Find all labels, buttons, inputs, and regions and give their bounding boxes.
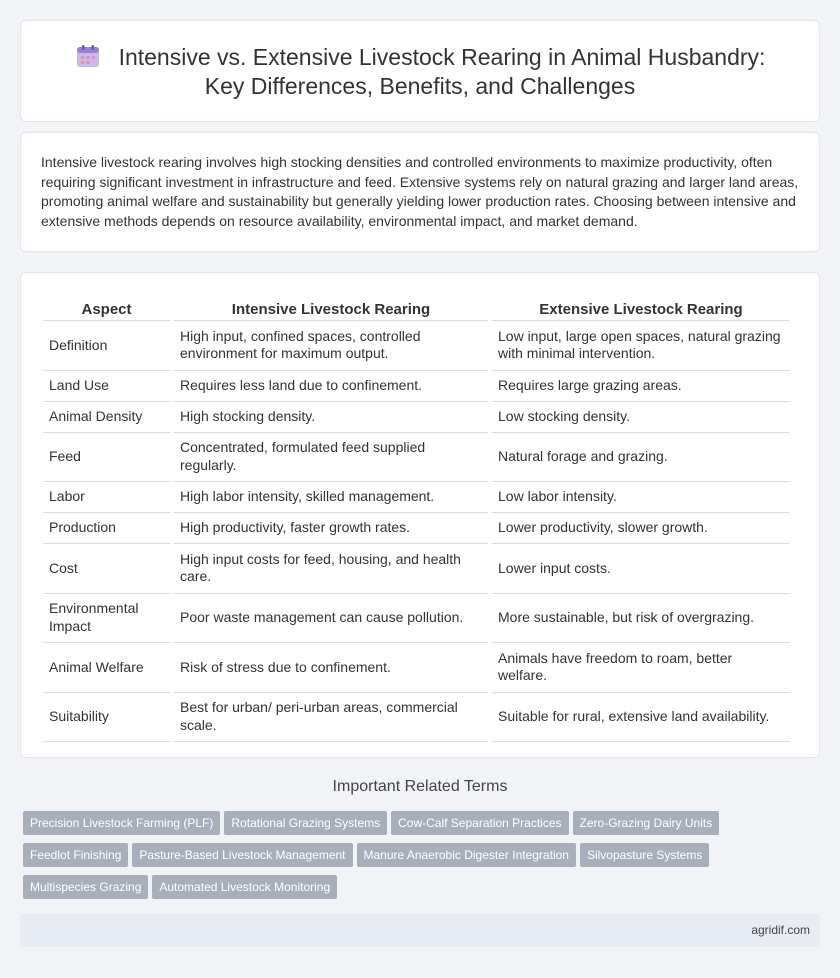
footer (20, 914, 820, 947)
cell-intensive: Best for urban/ peri-urban areas, commercial scale. (174, 693, 488, 743)
cell-intensive: High labor intensity, skilled management. (174, 482, 488, 513)
cell-aspect: Suitability (43, 693, 170, 743)
related-term-tag[interactable]: Cow-Calf Separation Practices (391, 811, 568, 835)
intro-text: Intensive livestock rearing involves high stocking densities and controlled environments to maximize productivity, often requiring significant investment in infrastructure and feed. Extensive systems rely on natural grazing and larger land areas, promoting animal welfare and sustainability but generally yielding lower production rates. Choosing between intensive and extensive methods depends on resource availability, environmental impact, and market demand. (41, 154, 799, 229)
related-term-tag[interactable]: Rotational Grazing Systems (224, 811, 387, 835)
related-term-tag[interactable]: Automated Livestock Monitoring (152, 875, 337, 899)
table-row (43, 402, 790, 433)
cell-aspect: Animal Density (43, 402, 170, 433)
table-row (43, 643, 790, 693)
table-header-aspect: Aspect (43, 293, 170, 321)
related-term-tag[interactable]: Silvopasture Systems (580, 843, 709, 867)
table-row (43, 321, 790, 371)
cell-extensive: Low labor intensity. (492, 482, 790, 513)
table-header-extensive: Extensive Livestock Rearing (492, 293, 790, 321)
cell-extensive: Lower productivity, slower growth. (492, 513, 790, 544)
cell-intensive: Concentrated, formulated feed supplied regularly. (174, 433, 488, 483)
table-row (43, 693, 790, 743)
related-terms-list (23, 811, 813, 907)
cell-aspect: Land Use (43, 371, 170, 402)
footer-site-link[interactable]: agridif.com (751, 923, 810, 937)
cell-intensive: High stocking density. (174, 402, 488, 433)
cell-intensive: Poor waste management can cause pollution. (174, 594, 488, 644)
cell-aspect: Environmental Impact (43, 594, 170, 644)
cell-extensive: More sustainable, but risk of overgrazing. (492, 594, 790, 644)
page-title (75, 43, 766, 101)
title-line-2: Key Differences, Benefits, and Challenges (204, 73, 636, 99)
cell-extensive: Natural forage and grazing. (492, 433, 790, 483)
cell-extensive: Animals have freedom to roam, better welfare. (492, 643, 790, 693)
cell-aspect: Definition (43, 321, 170, 371)
related-term-tag[interactable]: Zero-Grazing Dairy Units (573, 811, 720, 835)
cell-aspect: Cost (43, 544, 170, 594)
related-term-tag[interactable]: Feedlot Finishing (23, 843, 128, 867)
cell-aspect: Labor (43, 482, 170, 513)
cell-intensive: Risk of stress due to confinement. (174, 643, 488, 693)
title-line-1: Intensive vs. Extensive Livestock Rearing in Animal Husbandry: (118, 44, 766, 70)
cell-extensive: Suitable for rural, extensive land availability. (492, 693, 790, 743)
related-term-tag[interactable]: Pasture-Based Livestock Management (132, 843, 352, 867)
cell-extensive: Lower input costs. (492, 544, 790, 594)
cell-intensive: Requires less land due to confinement. (174, 371, 488, 402)
comparison-table (39, 293, 794, 742)
table-row (43, 544, 790, 594)
cell-aspect: Animal Welfare (43, 643, 170, 693)
cell-intensive: High input costs for feed, housing, and health care. (174, 544, 488, 594)
calendar-icon (75, 43, 101, 69)
table-row (43, 371, 790, 402)
related-term-tag[interactable]: Precision Livestock Farming (PLF) (23, 811, 220, 835)
cell-aspect: Feed (43, 433, 170, 483)
intro-card (20, 132, 820, 252)
cell-aspect: Production (43, 513, 170, 544)
header-card (20, 20, 820, 122)
cell-extensive: Low input, large open spaces, natural grazing with minimal intervention. (492, 321, 790, 371)
table-row (43, 482, 790, 513)
related-term-tag[interactable]: Manure Anaerobic Digester Integration (357, 843, 576, 867)
related-terms-title: Important Related Terms (332, 778, 508, 795)
table-row (43, 513, 790, 544)
cell-intensive: High input, confined spaces, controlled environment for maximum output. (174, 321, 488, 371)
comparison-table-card (20, 272, 820, 758)
table-row (43, 433, 790, 483)
cell-extensive: Low stocking density. (492, 402, 790, 433)
related-term-tag[interactable]: Multispecies Grazing (23, 875, 148, 899)
cell-intensive: High productivity, faster growth rates. (174, 513, 488, 544)
table-header-intensive: Intensive Livestock Rearing (174, 293, 488, 321)
table-row (43, 594, 790, 644)
cell-extensive: Requires large grazing areas. (492, 371, 790, 402)
